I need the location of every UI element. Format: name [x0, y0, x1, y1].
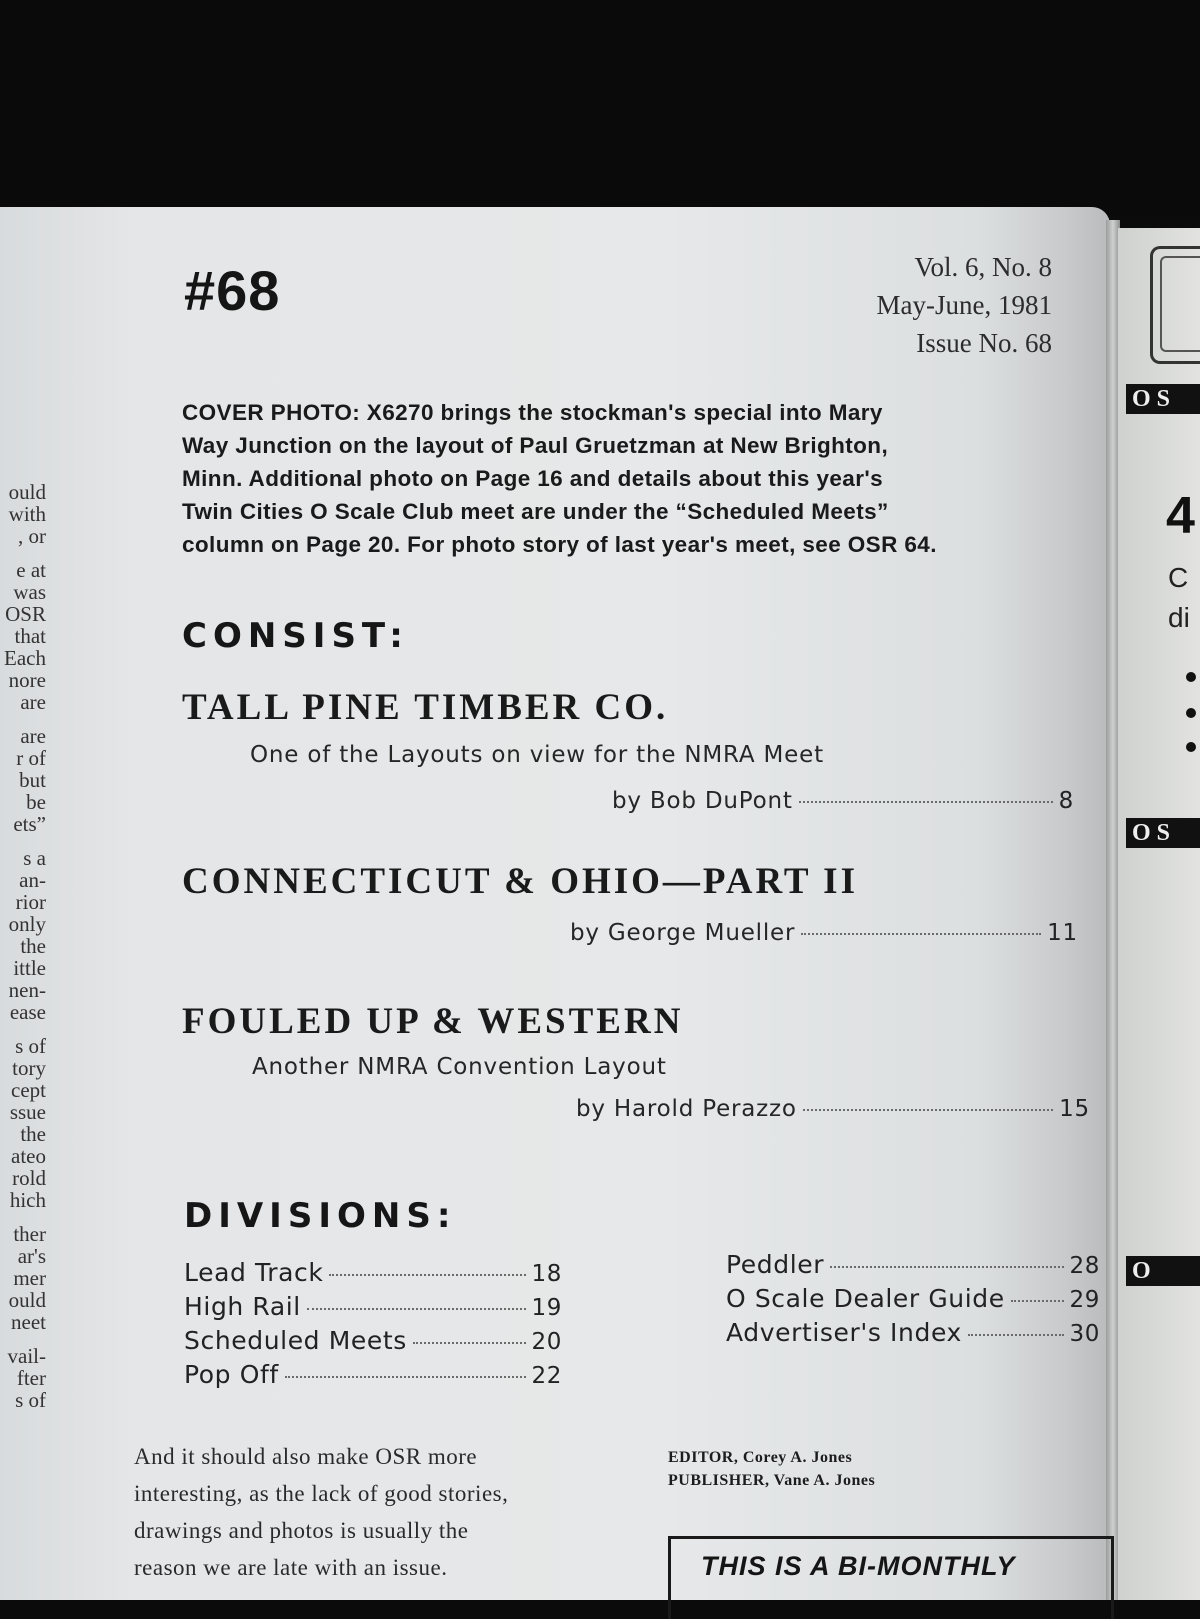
issue-number: #68 — [184, 259, 281, 322]
page-number: 15 — [1059, 1096, 1090, 1122]
author: by George Mueller — [570, 920, 796, 946]
article-title: CONNECTICUT & OHIO—PART II — [182, 861, 858, 902]
division-entry — [184, 1292, 562, 1321]
left-page-fragment: that — [14, 624, 46, 648]
leader-dots — [307, 1308, 526, 1310]
notice-box — [668, 1536, 1114, 1619]
bullet-icon — [1186, 708, 1196, 718]
right-page-band: O — [1126, 1256, 1200, 1286]
body-text — [134, 1438, 594, 1586]
page-number: 11 — [1047, 920, 1078, 946]
caption-line: Minn. Additional photo on Page 16 and details about this year's — [182, 466, 884, 491]
right-page-text: C — [1168, 562, 1189, 593]
division-label: Pop Off — [184, 1360, 279, 1389]
left-page-fragment: nore — [8, 668, 46, 692]
article-byline — [570, 920, 1078, 946]
page-number: 30 — [1069, 1321, 1100, 1347]
article-byline — [612, 788, 1074, 814]
left-page-fragment: but — [19, 768, 46, 792]
left-page-fragment: rior — [15, 890, 46, 914]
left-page-fragment: ease — [9, 1000, 46, 1024]
left-page-fragment: are — [20, 724, 46, 748]
article-subtitle: One of the Layouts on view for the NMRA Meet — [250, 742, 824, 768]
page-number: 28 — [1069, 1253, 1100, 1279]
division-label: Peddler — [726, 1250, 825, 1279]
division-label: Lead Track — [184, 1258, 324, 1287]
consist-heading: CONSIST: — [182, 616, 409, 656]
leader-dots — [801, 933, 1041, 935]
article-title: TALL PINE TIMBER CO. — [182, 687, 669, 728]
author: by Harold Perazzo — [576, 1096, 797, 1122]
left-page-fragment: ould — [8, 1288, 46, 1312]
caption-line: COVER PHOTO: X6270 brings the stockman's special into Mary — [182, 400, 883, 425]
left-page-fragment: tory — [12, 1056, 46, 1080]
page-number: 29 — [1069, 1287, 1100, 1313]
division-entry — [726, 1284, 1100, 1313]
left-page-fragment: fter — [16, 1366, 46, 1390]
left-page-fragment: the — [20, 1122, 46, 1146]
body-line: reason we are late with an issue. — [134, 1555, 448, 1580]
leader-dots — [285, 1376, 526, 1378]
caption-line: column on Page 20. For photo story of last year's meet, see OSR 64. — [182, 532, 937, 557]
right-page-edge — [1118, 228, 1200, 1600]
left-page-fragment: OSR — [5, 602, 46, 626]
division-entry — [726, 1250, 1100, 1279]
left-page-fragment: ar's — [17, 1244, 46, 1268]
left-page-fragment: hich — [9, 1188, 46, 1212]
left-page-fragment: with — [8, 502, 46, 526]
left-page-fragment: be — [26, 790, 46, 814]
left-page-fragment: nen- — [8, 978, 46, 1002]
page-number: 18 — [531, 1261, 562, 1287]
author: by Bob DuPont — [612, 788, 793, 814]
page-number: 8 — [1058, 788, 1074, 814]
left-page-fragment: mer — [13, 1266, 46, 1290]
division-entry — [726, 1318, 1100, 1347]
cover-photo-caption — [182, 396, 1062, 561]
issue-label: Issue No. 68 — [916, 328, 1052, 358]
right-page-logo-frame-inner — [1160, 256, 1200, 352]
left-page-fragment: , or — [18, 524, 46, 548]
page-number: 20 — [531, 1329, 562, 1355]
left-page-fragment: ateo — [11, 1144, 46, 1168]
leader-dots — [1011, 1300, 1064, 1302]
left-page-fragment: ittle — [13, 956, 46, 980]
left-page-fragment: vail- — [7, 1344, 46, 1368]
body-line: drawings and photos is usually the — [134, 1518, 469, 1543]
left-page-fragment: s of — [15, 1034, 46, 1058]
division-entry — [184, 1326, 562, 1355]
left-page-fragment: ssue — [9, 1100, 46, 1124]
caption-line: Way Junction on the layout of Paul Gruetzman at New Brighton, — [182, 433, 889, 458]
page-number: 19 — [531, 1295, 562, 1321]
right-page-band: O S — [1126, 384, 1200, 414]
left-page-fragment: s a — [23, 846, 46, 870]
issue-date: May-June, 1981 — [876, 290, 1052, 320]
article-byline — [576, 1096, 1090, 1122]
left-page-fragment: only — [8, 912, 46, 936]
left-page-fragment: are — [20, 690, 46, 714]
left-page-fragment: cept — [11, 1078, 46, 1102]
leader-dots — [803, 1109, 1053, 1111]
right-page-text: di — [1168, 602, 1190, 633]
division-label: Scheduled Meets — [184, 1326, 407, 1355]
bullet-icon — [1186, 742, 1196, 752]
leader-dots — [968, 1334, 1064, 1336]
leader-dots — [830, 1266, 1063, 1268]
leader-dots — [413, 1342, 526, 1344]
article-subtitle: Another NMRA Convention Layout — [252, 1054, 667, 1080]
leader-dots — [799, 801, 1053, 803]
left-page-fragment: e at — [16, 558, 46, 582]
publisher-credit: PUBLISHER, Vane A. Jones — [668, 1472, 876, 1489]
bullet-icon — [1186, 672, 1196, 682]
body-line: And it should also make OSR more — [134, 1444, 478, 1469]
division-label: High Rail — [184, 1292, 301, 1321]
left-page-fragment: was — [13, 580, 46, 604]
article-title: FOULED UP & WESTERN — [182, 1001, 684, 1042]
leader-dots — [329, 1274, 525, 1276]
left-page-fragment: ould — [8, 480, 46, 504]
caption-line: Twin Cities O Scale Club meet are under the “Scheduled Meets” — [182, 499, 889, 524]
left-page-fragment: an- — [19, 868, 46, 892]
masthead-credits — [668, 1446, 875, 1492]
division-entry — [184, 1360, 562, 1389]
division-entry — [184, 1258, 562, 1287]
notice-text: THIS IS A BI-MONTHLY — [701, 1551, 1016, 1581]
left-page-fragment: rold — [12, 1166, 46, 1190]
division-label: O Scale Dealer Guide — [726, 1284, 1005, 1313]
right-page-digit: 4 — [1166, 487, 1195, 545]
left-page-fragment: r of — [16, 746, 46, 770]
editor-credit: EDITOR, Corey A. Jones — [668, 1449, 853, 1466]
right-page-band: O S — [1126, 818, 1200, 848]
left-page-fragment: s of — [15, 1388, 46, 1412]
body-line: interesting, as the lack of good stories, — [134, 1481, 509, 1506]
division-label: Advertiser's Index — [726, 1318, 962, 1347]
page-number: 22 — [531, 1363, 562, 1389]
background-dark — [0, 0, 1200, 215]
divisions-heading: DIVISIONS: — [184, 1196, 457, 1236]
left-page-fragment: ets” — [13, 812, 46, 836]
left-page-fragment: ther — [13, 1222, 46, 1246]
left-page-fragment: Each — [4, 646, 46, 670]
left-page-fragment: neet — [11, 1310, 46, 1334]
volume-number: Vol. 6, No. 8 — [914, 252, 1052, 282]
left-page-fragment: the — [20, 934, 46, 958]
